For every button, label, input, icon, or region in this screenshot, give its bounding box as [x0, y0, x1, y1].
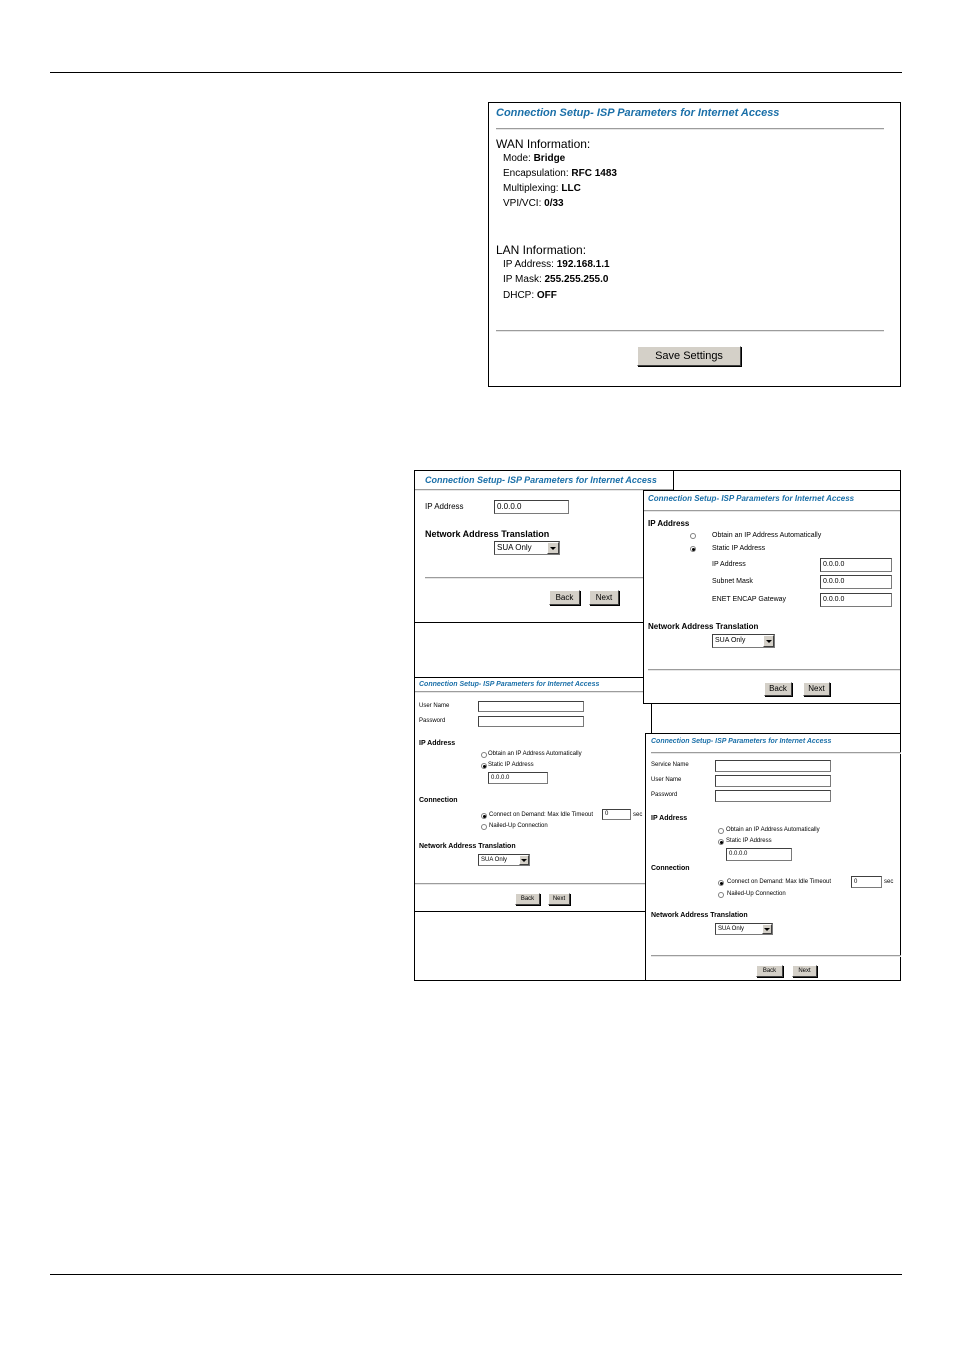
nat-heading: Network Address Translation	[648, 622, 759, 631]
divider	[496, 330, 884, 332]
divider	[415, 691, 651, 693]
encap-label: Encapsulation:	[503, 168, 569, 179]
password-label: Password	[419, 718, 446, 724]
lan-ip-label: IP Address:	[503, 259, 554, 270]
ip-label: IP Address	[425, 502, 464, 511]
nat-select-value: SUA Only	[497, 543, 532, 552]
next-button[interactable]: Next	[803, 682, 830, 696]
connect-on-demand-label: Connect on Demand: Max Idle Timeout	[727, 879, 832, 885]
nat-select[interactable]	[715, 923, 773, 935]
lan-mask-value: 255.255.255.0	[544, 274, 609, 285]
sec-label: sec	[884, 879, 894, 885]
nat-select-value: SUA Only	[715, 637, 746, 644]
obtain-ip-radio[interactable]	[481, 752, 487, 758]
lan-mask-label: IP Mask:	[503, 274, 542, 285]
ip-address-input[interactable]: 0.0.0.0	[820, 558, 892, 572]
chevron-down-icon[interactable]	[547, 542, 559, 554]
chevron-down-icon[interactable]	[763, 635, 774, 647]
divider	[651, 955, 901, 957]
encap-row	[503, 168, 617, 179]
divider	[415, 883, 651, 885]
mux-value: LLC	[561, 183, 581, 194]
vpi-row	[503, 198, 564, 209]
static-ip-input[interactable]: 0.0.0.0	[488, 772, 548, 784]
divider	[648, 669, 900, 671]
panel-title: Connection Setup- ISP Parameters for Internet Access	[419, 681, 600, 688]
idle-timeout-input[interactable]: 0	[851, 876, 882, 888]
lan-ip-value: 192.168.1.1	[556, 259, 610, 270]
back-button[interactable]: Back	[549, 590, 580, 605]
vpi-label: VPI/VCI:	[503, 198, 542, 209]
panel-title: Connection Setup- ISP Parameters for Internet Access	[496, 107, 780, 119]
lan-ip-row	[503, 259, 610, 270]
back-button[interactable]: Back	[515, 893, 540, 905]
dhcp-label: DHCP:	[503, 290, 535, 301]
bottom-rule	[50, 1274, 902, 1275]
nat-select[interactable]	[494, 541, 560, 555]
dhcp-row	[503, 290, 557, 301]
divider	[415, 489, 673, 491]
static-ip-input[interactable]: 0.0.0.0	[726, 848, 792, 861]
user-name-input[interactable]	[715, 775, 831, 787]
idle-timeout-input[interactable]: 0	[602, 809, 631, 820]
subnet-mask-input[interactable]: 0.0.0.0	[820, 575, 892, 589]
password-input[interactable]	[715, 790, 831, 802]
connection-heading: Connection	[419, 797, 458, 804]
connection-heading: Connection	[651, 865, 690, 872]
sec-label: sec	[633, 812, 643, 818]
obtain-ip-radio[interactable]	[690, 533, 696, 539]
user-name-label: User Name	[419, 703, 450, 709]
nailed-up-radio[interactable]	[481, 824, 487, 830]
next-button[interactable]: Next	[548, 893, 570, 905]
nat-select-value: SUA Only	[481, 857, 508, 863]
mode-label: Mode:	[503, 153, 531, 164]
next-button[interactable]: Next	[792, 965, 817, 977]
connect-on-demand-radio[interactable]	[481, 813, 487, 819]
nailed-up-radio[interactable]	[718, 892, 724, 898]
chevron-down-icon[interactable]	[762, 924, 772, 934]
mode-value: Bridge	[533, 153, 566, 164]
password-input[interactable]	[478, 716, 584, 727]
ip-heading: IP Address	[651, 815, 688, 822]
static-ip-gateway-panel	[643, 490, 901, 704]
save-settings-button[interactable]: Save Settings	[637, 346, 741, 366]
ip-heading: IP Address	[648, 519, 690, 528]
gateway-label: ENET ENCAP Gateway	[712, 596, 787, 603]
static-ip-simple-panel	[414, 470, 674, 623]
next-button[interactable]: Next	[589, 590, 619, 605]
nat-select[interactable]	[712, 634, 775, 648]
obtain-ip-label: Obtain an IP Address Automatically	[726, 827, 820, 833]
static-ip-label: Static IP Address	[726, 838, 772, 844]
connect-on-demand-radio[interactable]	[718, 880, 724, 886]
divider	[651, 752, 901, 754]
obtain-ip-radio[interactable]	[718, 828, 724, 834]
service-name-label: Service Name	[651, 762, 689, 768]
gateway-input[interactable]: 0.0.0.0	[820, 593, 892, 607]
obtain-ip-label: Obtain an IP Address Automatically	[712, 532, 822, 539]
encap-value: RFC 1483	[571, 168, 617, 179]
ppp-user-panel	[414, 677, 652, 912]
service-name-input[interactable]	[715, 760, 831, 772]
connect-on-demand-label: Connect on Demand: Max Idle Timeout	[489, 812, 594, 818]
dhcp-value: OFF	[536, 290, 557, 301]
static-ip-radio[interactable]	[690, 546, 696, 552]
top-rule	[50, 72, 902, 73]
nat-heading: Network Address Translation	[419, 843, 516, 850]
chevron-down-icon[interactable]	[519, 855, 529, 865]
ip-heading: IP Address	[419, 740, 456, 747]
wan-heading: WAN Information:	[496, 137, 591, 151]
password-label: Password	[651, 792, 678, 798]
static-ip-label: Static IP Address	[488, 762, 534, 768]
nat-heading: Network Address Translation	[425, 529, 550, 539]
mode-row	[503, 153, 565, 164]
divider	[425, 577, 657, 579]
pppoe-service-panel	[645, 733, 901, 981]
lan-mask-row	[503, 274, 608, 285]
nat-select-value: SUA Only	[718, 926, 745, 932]
lan-heading: LAN Information:	[496, 243, 587, 257]
mux-label: Multiplexing:	[503, 183, 559, 194]
panel-title: Connection Setup- ISP Parameters for Internet Access	[651, 738, 832, 745]
nat-select[interactable]	[478, 854, 530, 866]
ip-address-input[interactable]: 0.0.0.0	[494, 500, 569, 514]
nailed-up-label: Nailed-Up Connection	[727, 891, 786, 897]
subnet-mask-label: Subnet Mask	[712, 578, 753, 585]
obtain-ip-label: Obtain an IP Address Automatically	[488, 751, 582, 757]
ip-label: IP Address	[712, 561, 746, 568]
back-button[interactable]: Back	[756, 965, 783, 977]
bridge-summary-panel	[488, 102, 901, 387]
static-ip-radio[interactable]	[718, 839, 724, 845]
nailed-up-label: Nailed-Up Connection	[489, 823, 548, 829]
user-name-input[interactable]	[478, 701, 584, 712]
static-ip-label: Static IP Address	[712, 545, 766, 552]
panel-title: Connection Setup- ISP Parameters for Internet Access	[425, 475, 657, 485]
divider	[644, 510, 900, 512]
back-button[interactable]: Back	[764, 682, 792, 696]
panel-title: Connection Setup- ISP Parameters for Internet Access	[648, 494, 855, 503]
mux-row	[503, 183, 581, 194]
nat-heading: Network Address Translation	[651, 912, 748, 919]
user-name-label: User Name	[651, 777, 682, 783]
vpi-value: 0/33	[544, 198, 564, 209]
divider	[496, 128, 884, 130]
static-ip-radio[interactable]	[481, 763, 487, 769]
